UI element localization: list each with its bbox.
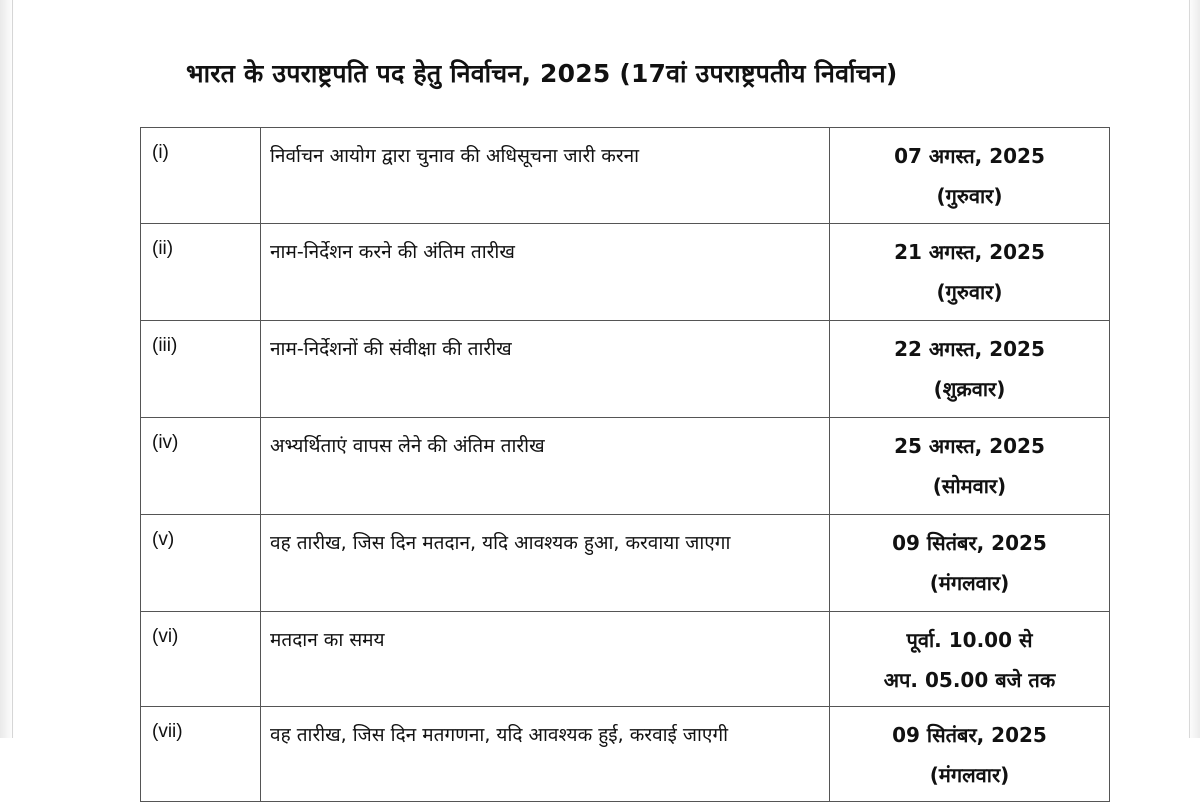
- row-date-cell: [830, 321, 1110, 418]
- page-left-edge: [12, 0, 13, 738]
- election-schedule-table: [140, 127, 1110, 802]
- row-date-cell: [830, 418, 1110, 515]
- row-date-cell: [830, 128, 1110, 224]
- row-date-cell: [830, 515, 1110, 612]
- row-number: (i): [141, 128, 261, 224]
- row-number: (v): [141, 515, 261, 612]
- table-row: [141, 418, 1110, 515]
- row-date: 22 अगस्त, 2025: [894, 337, 1045, 361]
- row-date-cell: [830, 707, 1110, 802]
- page-right-edge: [1189, 0, 1190, 738]
- table-row: [141, 612, 1110, 707]
- row-day: अप. 05.00 बजे तक: [883, 668, 1056, 692]
- row-number: (vii): [141, 707, 261, 802]
- row-description: मतदान का समय: [261, 612, 830, 707]
- row-date: पूर्वा. 10.00 से: [906, 628, 1033, 652]
- row-date-cell: [830, 224, 1110, 321]
- row-day: (गुरुवार): [936, 280, 1003, 304]
- table-row: [141, 321, 1110, 418]
- table-row: [141, 128, 1110, 224]
- table-row: [141, 515, 1110, 612]
- row-description: अभ्यर्थिताएं वापस लेने की अंतिम तारीख: [261, 418, 830, 515]
- row-description: नाम-निर्देशनों की संवीक्षा की तारीख: [261, 321, 830, 418]
- row-number: (vi): [141, 612, 261, 707]
- table-row: [141, 707, 1110, 802]
- row-date: 25 अगस्त, 2025: [894, 434, 1045, 458]
- row-description: नाम-निर्देशन करने की अंतिम तारीख: [261, 224, 830, 321]
- row-date: 09 सितंबर, 2025: [892, 723, 1047, 747]
- row-date: 09 सितंबर, 2025: [892, 531, 1047, 555]
- row-description: वह तारीख, जिस दिन मतदान, यदि आवश्यक हुआ, करवाया जाएगा: [261, 515, 830, 612]
- row-day: (सोमवार): [932, 474, 1007, 498]
- row-number: (ii): [141, 224, 261, 321]
- document-title: भारत के उपराष्ट्रपति पद हेतु निर्वाचन, 2025 (17वां उपराष्ट्रपतीय निर्वाचन): [186, 59, 898, 88]
- row-description: वह तारीख, जिस दिन मतगणना, यदि आवश्यक हुई, करवाई जाएगी: [261, 707, 830, 802]
- row-description: निर्वाचन आयोग द्वारा चुनाव की अधिसूचना जारी करना: [261, 128, 830, 224]
- row-day: (गुरुवार): [936, 184, 1003, 208]
- row-number: (iii): [141, 321, 261, 418]
- row-day: (मंगलवार): [929, 571, 1010, 595]
- row-day: (मंगलवार): [929, 763, 1010, 787]
- row-date-cell: [830, 612, 1110, 707]
- row-date: 21 अगस्त, 2025: [894, 240, 1045, 264]
- row-day: (शुक्रवार): [933, 377, 1006, 401]
- table-row: [141, 224, 1110, 321]
- row-date: 07 अगस्त, 2025: [894, 144, 1045, 168]
- row-number: (iv): [141, 418, 261, 515]
